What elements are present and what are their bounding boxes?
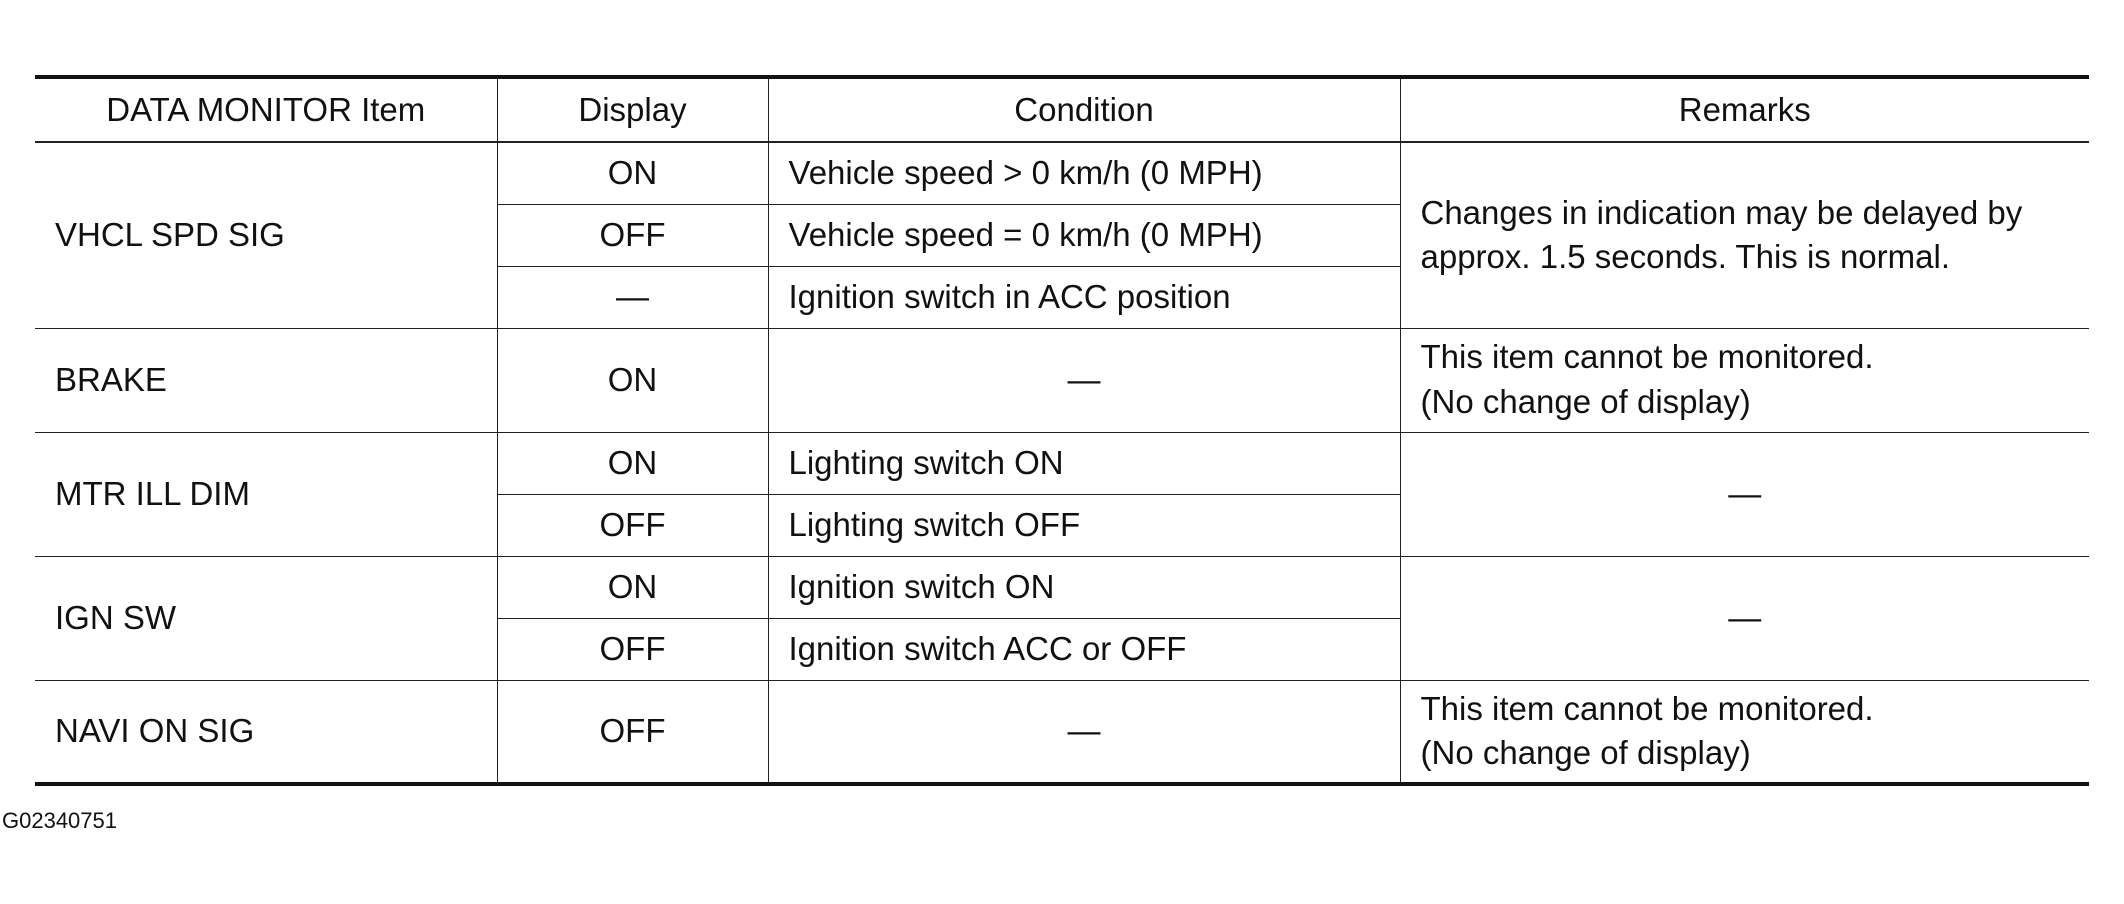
item-ign-sw: IGN SW xyxy=(35,556,497,680)
table-row xyxy=(35,432,2089,494)
display-value: ON xyxy=(497,432,768,494)
remark-line: Changes in indication may be delayed by xyxy=(1420,193,2023,231)
header-condition: Condition xyxy=(768,77,1400,142)
header-remarks: Remarks xyxy=(1400,77,2089,142)
remark-line: This item cannot be monitored. xyxy=(1420,338,1874,376)
item-brake: BRAKE xyxy=(35,328,497,432)
condition-text: Lighting switch ON xyxy=(768,432,1400,494)
display-value: — xyxy=(497,266,768,328)
item-navi-on-sig: NAVI ON SIG xyxy=(35,680,497,784)
table-row xyxy=(35,328,2089,432)
display-value: OFF xyxy=(497,618,768,680)
display-value: ON xyxy=(497,142,768,204)
remarks-brake xyxy=(1400,328,2089,432)
table-row xyxy=(35,556,2089,618)
remarks-navi-on-sig xyxy=(1400,680,2089,784)
item-vhcl-spd-sig: VHCL SPD SIG xyxy=(35,142,497,328)
remarks-mtr-ill-dim: — xyxy=(1400,432,2089,556)
header-data-monitor-item: DATA MONITOR Item xyxy=(35,77,497,142)
condition-text: Ignition switch in ACC position xyxy=(768,266,1400,328)
display-value: OFF xyxy=(497,680,768,784)
condition-text: Ignition switch ON xyxy=(768,556,1400,618)
remark-line: (No change of display) xyxy=(1420,383,1751,420)
table-row xyxy=(35,142,2089,204)
item-mtr-ill-dim: MTR ILL DIM xyxy=(35,432,497,556)
remark-line: This item cannot be monitored. xyxy=(1420,689,1874,727)
remark-line: (No change of display) xyxy=(1420,734,1751,772)
header-display: Display xyxy=(497,77,768,142)
condition-text: Vehicle speed > 0 km/h (0 MPH) xyxy=(768,142,1400,204)
figure-id: G02340751 xyxy=(2,808,117,833)
remarks-ign-sw: — xyxy=(1400,556,2089,680)
display-value: OFF xyxy=(497,494,768,556)
condition-text: Vehicle speed = 0 km/h (0 MPH) xyxy=(768,204,1400,266)
table-header-row xyxy=(35,77,2089,142)
remarks-vhcl-spd-sig xyxy=(1400,142,2089,328)
table-row xyxy=(35,680,2089,784)
data-monitor-table xyxy=(35,75,2089,786)
condition-text: Lighting switch OFF xyxy=(768,494,1400,556)
remark-line: approx. 1.5 seconds. This is normal. xyxy=(1420,238,1950,276)
condition-text: — xyxy=(768,328,1400,432)
display-value: OFF xyxy=(497,204,768,266)
condition-text: — xyxy=(768,680,1400,784)
display-value: ON xyxy=(497,328,768,432)
condition-text: Ignition switch ACC or OFF xyxy=(768,618,1400,680)
display-value: ON xyxy=(497,556,768,618)
